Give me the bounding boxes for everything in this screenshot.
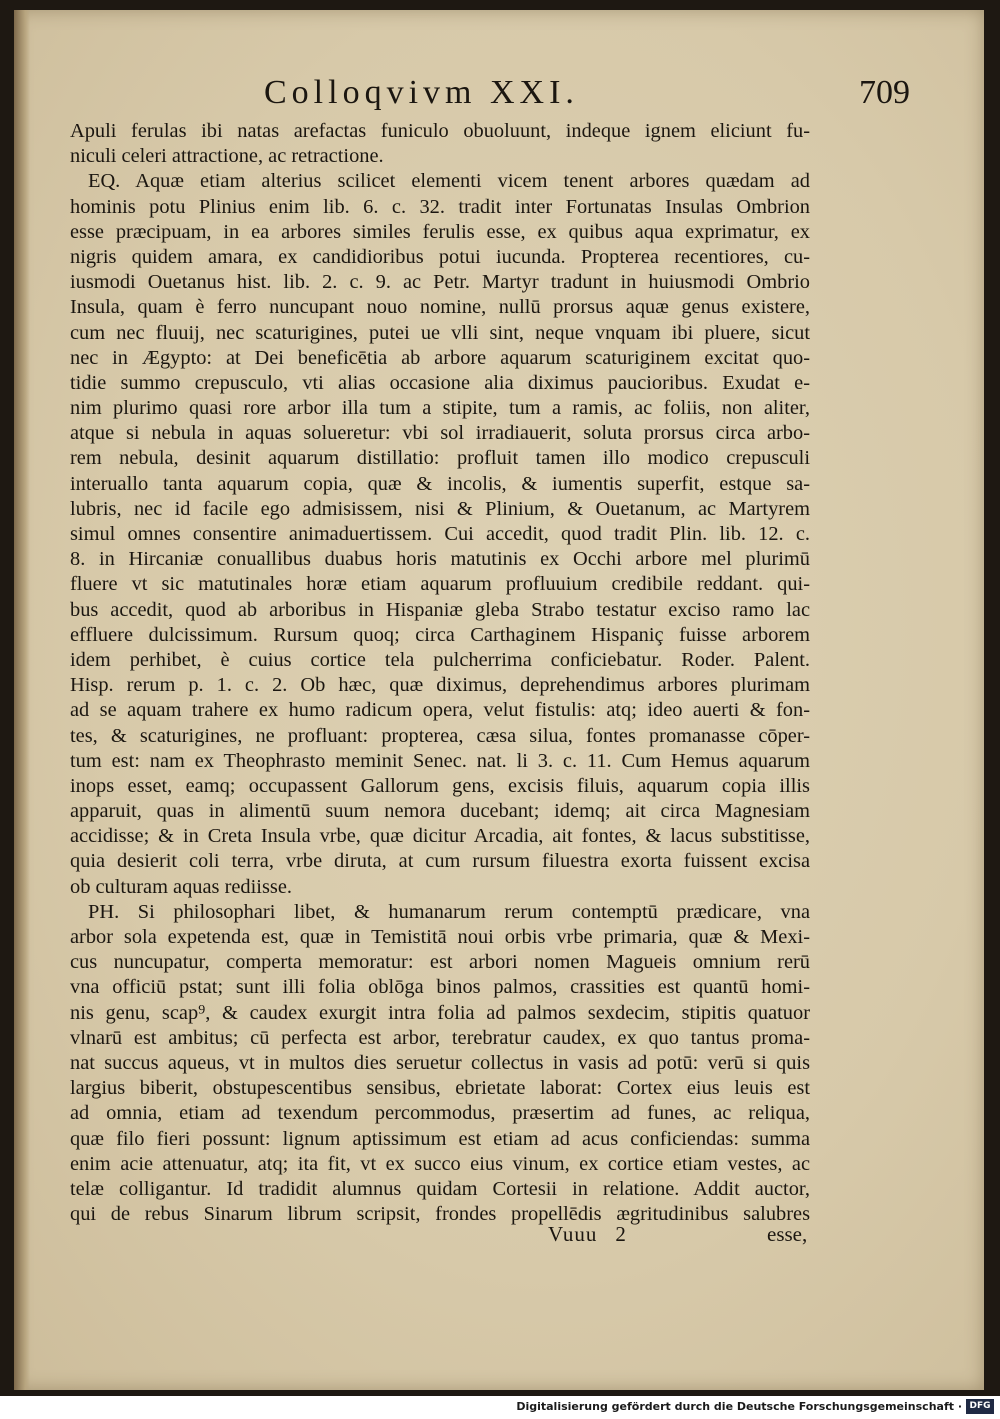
dfg-logo-icon: DFG	[966, 1399, 994, 1414]
text-line: PH. Si philosophari libet, & humanarum rerum contemptū prædicare, vna	[88, 900, 810, 923]
text-line: nat succus aqueus, vt in multos dies seruetur collectus in vasis ad potū: verū si quis	[70, 1051, 810, 1074]
text-line: nigris quidem amara, ex candidioribus potui iucunda. Propterea recentiores, cu-	[70, 245, 810, 268]
text-line: interuallo tanta aquarum copia, quæ & incolis, & iumentis superfit, estque sa-	[70, 472, 810, 495]
text-line: ad se aquam trahere ex humo radicum opera, velut fistulis: atq; ideo auerti & fon-	[70, 699, 810, 722]
text-line: nis genu, scap⁹, & caudex exurgit intra folia ad palmos sexdecim, stipitis quatuor	[70, 1001, 810, 1024]
text-line: atque si nebula in aquas solueretur: vbi sol irradiauerit, soluta prorsus circa arbo-	[70, 422, 810, 445]
text-line: rem nebula, desinit aquarum distillatio: profluit tamen illo modico crepusculi	[70, 447, 810, 470]
credit-bar	[0, 1396, 1000, 1419]
text-line: Apuli ferulas ibi natas arefactas funiculo obuoluunt, indeque ignem eliciunt fu-	[70, 120, 810, 142]
text-line: cus nuncupatur, comperta memoratur: est arbori nomen Magueis omnium rerū	[70, 951, 810, 974]
text-line: enim acie attenuatur, atq; ita fit, vt ex succo eius vinum, ex cortice etiam vestes, ac	[70, 1152, 810, 1175]
text-line: cum nec fluuij, nec scaturigines, putei ue vlli sint, neque vnquam ibi pluere, sicut	[70, 321, 810, 344]
page-number: 709	[859, 74, 910, 111]
text-line: niculi celeri attractione, ac retractione.	[70, 145, 384, 168]
text-line: bus accedit, quod ab arboribus in Hispaniæ gleba Strabo testatur exciso ramo lac	[70, 598, 810, 621]
catchword: esse,	[767, 1222, 808, 1246]
text-line: hominis potu Plinius enim lib. 6. c. 32. tradit inter Fortunatas Insulas Ombrion	[70, 195, 810, 218]
text-line: largius biberit, obstupescentibus sensibus, ebrietate laborat: Cortex eius leuis est	[70, 1077, 810, 1100]
text-line: effluere dulcissimum. Rursum quoq; circa Carthaginem Hispaniç fuisse arborem	[70, 623, 810, 646]
text-line: ad omnia, etiam ad texendum percommodus, præsertim ad funes, ac reliqua,	[70, 1102, 810, 1125]
text-line: nec in Ægypto: at Dei beneficētia ab arbore aquarum scaturiginem excitat quo-	[70, 346, 810, 369]
signature-mark	[548, 1222, 626, 1247]
text-line: 8. in Hircaniæ conuallibus duabus horis matutinis ex Occhi arbore mel plurimū	[70, 548, 810, 571]
text-line: vlnarū est ambitus; cū perfecta est arbor, terebratur caudex, ex quo tantus proma-	[70, 1026, 810, 1049]
text-line: accidisse; & in Creta Insula vrbe, quæ dicitur Arcadia, ait fontes, & lacus substitisse,	[70, 825, 810, 848]
text-line: tum est: nam ex Theophrasto meminit Senec. nat. li 3. c. 11. Cum Hemus aquarum	[70, 749, 810, 772]
page-spine-shadow	[14, 10, 30, 1390]
page-title: Colloqvivm XXI.	[264, 74, 579, 111]
text-line: EQ. Aquæ etiam alterius scilicet elementi vicem tenent arbores quædam ad	[88, 170, 810, 193]
text-line: quæ filo fieri possunt: lignum aptissimum est etiam ad acus conficiendas: summa	[70, 1127, 810, 1150]
text-line: idem perhibet, è cuius cortice tela pulcherrima conficiebatur. Roder. Palent.	[70, 648, 810, 671]
text-line: tes, & scaturigines, ne profluant: propterea, cæsa silua, fontes promanasse cōper-	[70, 724, 810, 747]
text-line: ob culturam aquas rediisse.	[70, 875, 292, 898]
text-line: lubris, nec id facile ego admisissem, nisi & Plinium, & Ouetanum, ac Martyrem	[70, 497, 810, 520]
text-line: simul omnes consentire animaduertissem. Cui accedit, quod tradit Plin. lib. 12. c.	[70, 523, 810, 545]
text-line: esse præcipuam, in ea arbores similes ferulis esse, ex quibus aqua exprimatur, ex	[70, 220, 810, 243]
text-line: inops esset, eamq; occupassent Gallorum gens, excisis filuis, aquarum copia illis	[70, 774, 810, 797]
text-line: telæ colligantur. Id tradidit alumnus quidam Cortesii in relatione. Addit auctor,	[70, 1177, 810, 1200]
text-line: Insula, quam è ferro nuncupant nouo nomine, nullū prorsus aquæ genus existere,	[70, 296, 810, 319]
text-line: qui de rebus Sinarum librum scripsit, frondes propellēdis ægritudinibus salubres	[70, 1203, 810, 1226]
text-line: quia desierit coli terra, vrbe diruta, at cum rursum filuestra exorta fuissent excisa	[70, 850, 810, 873]
text-line: vna officiū pstat; sunt illi folia oblōga binos palmos, crassities est quantū homi-	[70, 976, 810, 999]
text-line: apparuit, quas in alimentū suum nemora ducebant; idemq; ait circa Magnesiam	[70, 800, 810, 823]
signature-number: 2	[615, 1222, 626, 1246]
body-text	[70, 119, 810, 1227]
running-head	[250, 68, 910, 114]
text-line: Hisp. rerum p. 1. c. 2. Ob hæc, quæ diximus, deprehendimus arbores plurimam	[70, 674, 810, 697]
text-line: fluere vt sic matutinales horæ etiam aquarum profluuium credibile reddant. qui-	[70, 573, 810, 596]
text-line: tidie summo crepusculo, vti alias occasione alia diximus paucioribus. Exudat e-	[70, 371, 810, 394]
credit-text: Digitalisierung gefördert durch die Deutsche Forschungsgemeinschaft ·	[516, 1400, 962, 1413]
text-line: nim plurimo quasi rore arbor illa tum a stipite, tum a ramis, ac foliis, non aliter,	[70, 397, 810, 420]
text-line: arbor sola expetenda est, quæ in Temistitā noui orbis vrbe primaria, quæ & Mexi-	[70, 926, 810, 948]
signature-letters: Vuuu	[548, 1222, 598, 1246]
text-line: iusmodi Ouetanus hist. lib. 2. c. 9. ac Petr. Martyr tradunt in huiusmodi Ombrio	[70, 271, 810, 294]
